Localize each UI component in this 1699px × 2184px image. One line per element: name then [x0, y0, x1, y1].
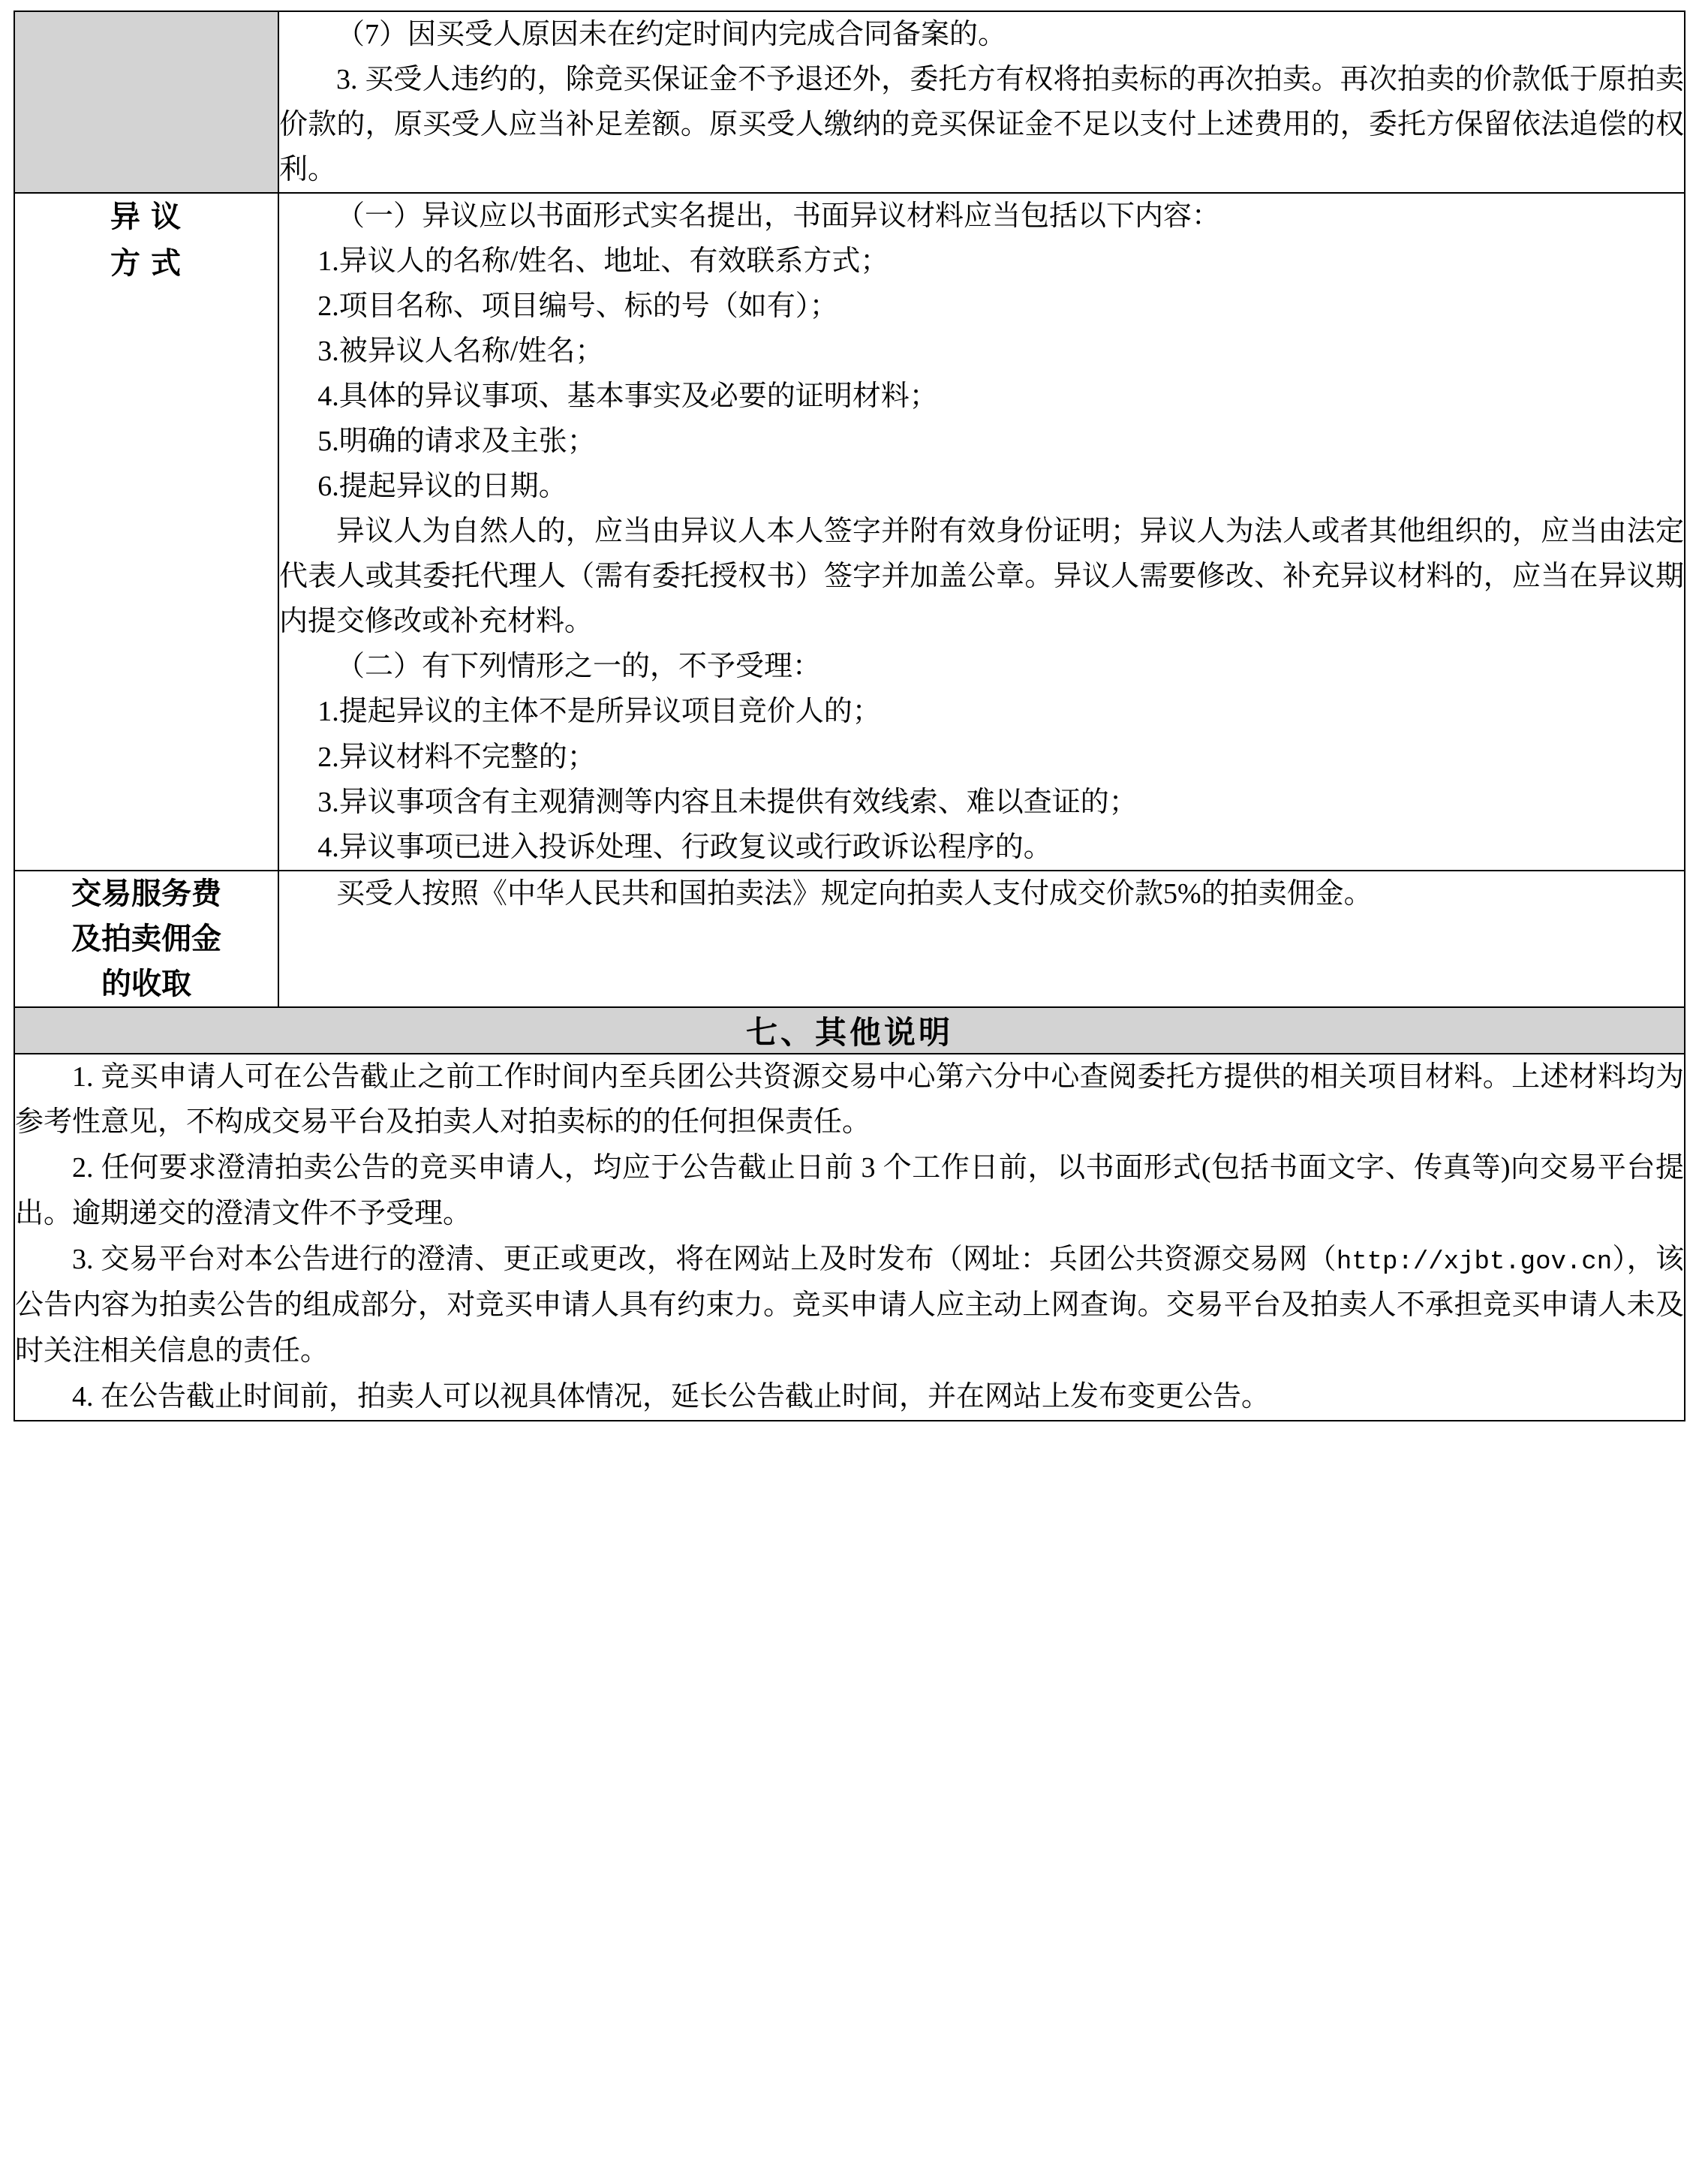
- other-note-3-text-a: 3. 交易平台对本公告进行的澄清、更正或更改，将在网站上及时发布（网址：兵团公共资源交易网（: [72, 1243, 1337, 1275]
- objection-item-2: 2.项目名称、项目编号、标的号（如有）；: [317, 290, 838, 323]
- objection-reject-1: 1.提起异议的主体不是所异议项目竞价人的；: [317, 696, 881, 728]
- objection-item-1: 1.异议人的名称/姓名、地址、有效联系方式；: [317, 245, 889, 278]
- table-row-objection: [14, 193, 1685, 870]
- table-row-other-notes: [14, 1054, 1685, 1421]
- objection-item-5: 5.明确的请求及主张；: [317, 426, 596, 458]
- objection-item-4: 4.具体的异议事项、基本事实及必要的证明材料；: [317, 381, 938, 413]
- objection-paragraph-2: 异议人为自然人的，应当由异议人本人签字并附有效身份证明；异议人为法人或者其他组织的，应当由法定代表人或其委托代理人（需有委托授权书）签字并加盖公章。异议人需要修改、补充异议材料的，应当在异议期内提交修改或补充材料。: [279, 516, 1684, 638]
- other-note-1: 1. 竞买申请人可在公告截止之前工作时间内至兵团公共资源交易中心第六分中心查阅委托方提供的相关项目材料。上述材料均为参考性意见，不构成交易平台及拍卖人对拍卖标的的任何担保责任。: [15, 1060, 1684, 1139]
- objection-item-6: 6.提起异议的日期。: [317, 471, 567, 503]
- row-content-breach: [278, 11, 1685, 193]
- table-row-breach: [14, 11, 1685, 193]
- objection-reject-3: 3.异议事项含有主观猜测等内容且未提供有效线索、难以查证的；: [317, 786, 1138, 818]
- section-title-other-notes: 七、其他说明: [14, 1007, 1685, 1054]
- objection-label-line-1: 异 议: [110, 200, 182, 234]
- fee-label-line-2: 及拍卖佣金: [71, 921, 221, 955]
- fee-label-line-3: 的收取: [101, 966, 191, 1000]
- table-row-section-heading: [14, 1007, 1685, 1054]
- fee-paragraph-1: 买受人按照《中华人民共和国拍卖法》规定向拍卖人支付成交价款5%的拍卖佣金。: [336, 877, 1373, 910]
- objection-reject-4: 4.异议事项已进入投诉处理、行政复议或行政诉讼程序的。: [317, 831, 1052, 863]
- section-content-other-notes: [14, 1054, 1685, 1421]
- row-label-objection: [14, 193, 278, 870]
- other-note-2: 2. 任何要求澄清拍卖公告的竞买申请人，均应于公告截止日前 3 个工作日前，以书面形式(包括书面文字、传真等)向交易平台提出。逾期递交的澄清文件不予受理。: [15, 1152, 1684, 1229]
- other-note-3-url: http://xjbt.gov.cn: [1336, 1247, 1613, 1277]
- fee-label-line-1: 交易服务费: [71, 876, 221, 910]
- breach-paragraph-1: （7）因买受人原因未在约定时间内完成合同备案的。: [336, 19, 1007, 50]
- objection-paragraph-1: （一）异议应以书面形式实名提出，书面异议材料应当包括以下内容：: [336, 200, 1221, 233]
- auction-announcement-table: [14, 11, 1685, 1421]
- objection-reject-2: 2.异议材料不完整的；: [317, 741, 596, 773]
- row-label-fee: [14, 871, 278, 1007]
- breach-paragraph-2: 3. 买受人违约的，除竞买保证金不予退还外，委托方有权将拍卖标的再次拍卖。再次拍卖的价款低于原拍卖价款的，原买受人应当补足差额。原买受人缴纳的竞买保证金不足以支付上述费用的，委托方保留依法追偿的权利。: [279, 64, 1684, 186]
- row-content-fee: [278, 871, 1685, 1007]
- table-row-fee: [14, 871, 1685, 1007]
- objection-item-3: 3.被异议人名称/姓名；: [317, 335, 604, 368]
- row-content-objection: [278, 193, 1685, 870]
- other-note-3-text-b: ），该公告内容为拍卖公告的组成部分，对竞买申请人具有约束力。竞买申请人应主动上网查询。交易平台及拍卖人不承担竞买申请人未及时关注相关信息的责任。: [15, 1243, 1684, 1367]
- objection-label-line-2: 方 式: [110, 246, 182, 281]
- objection-paragraph-3: （二）有下列情形之一的，不予受理：: [336, 651, 822, 683]
- row-label-breach: [14, 11, 278, 193]
- other-note-4: 4. 在公告截止时间前，拍卖人可以视具体情况，延长公告截止时间，并在网站上发布变更公告。: [72, 1380, 1270, 1412]
- other-note-3: [15, 1237, 1684, 1374]
